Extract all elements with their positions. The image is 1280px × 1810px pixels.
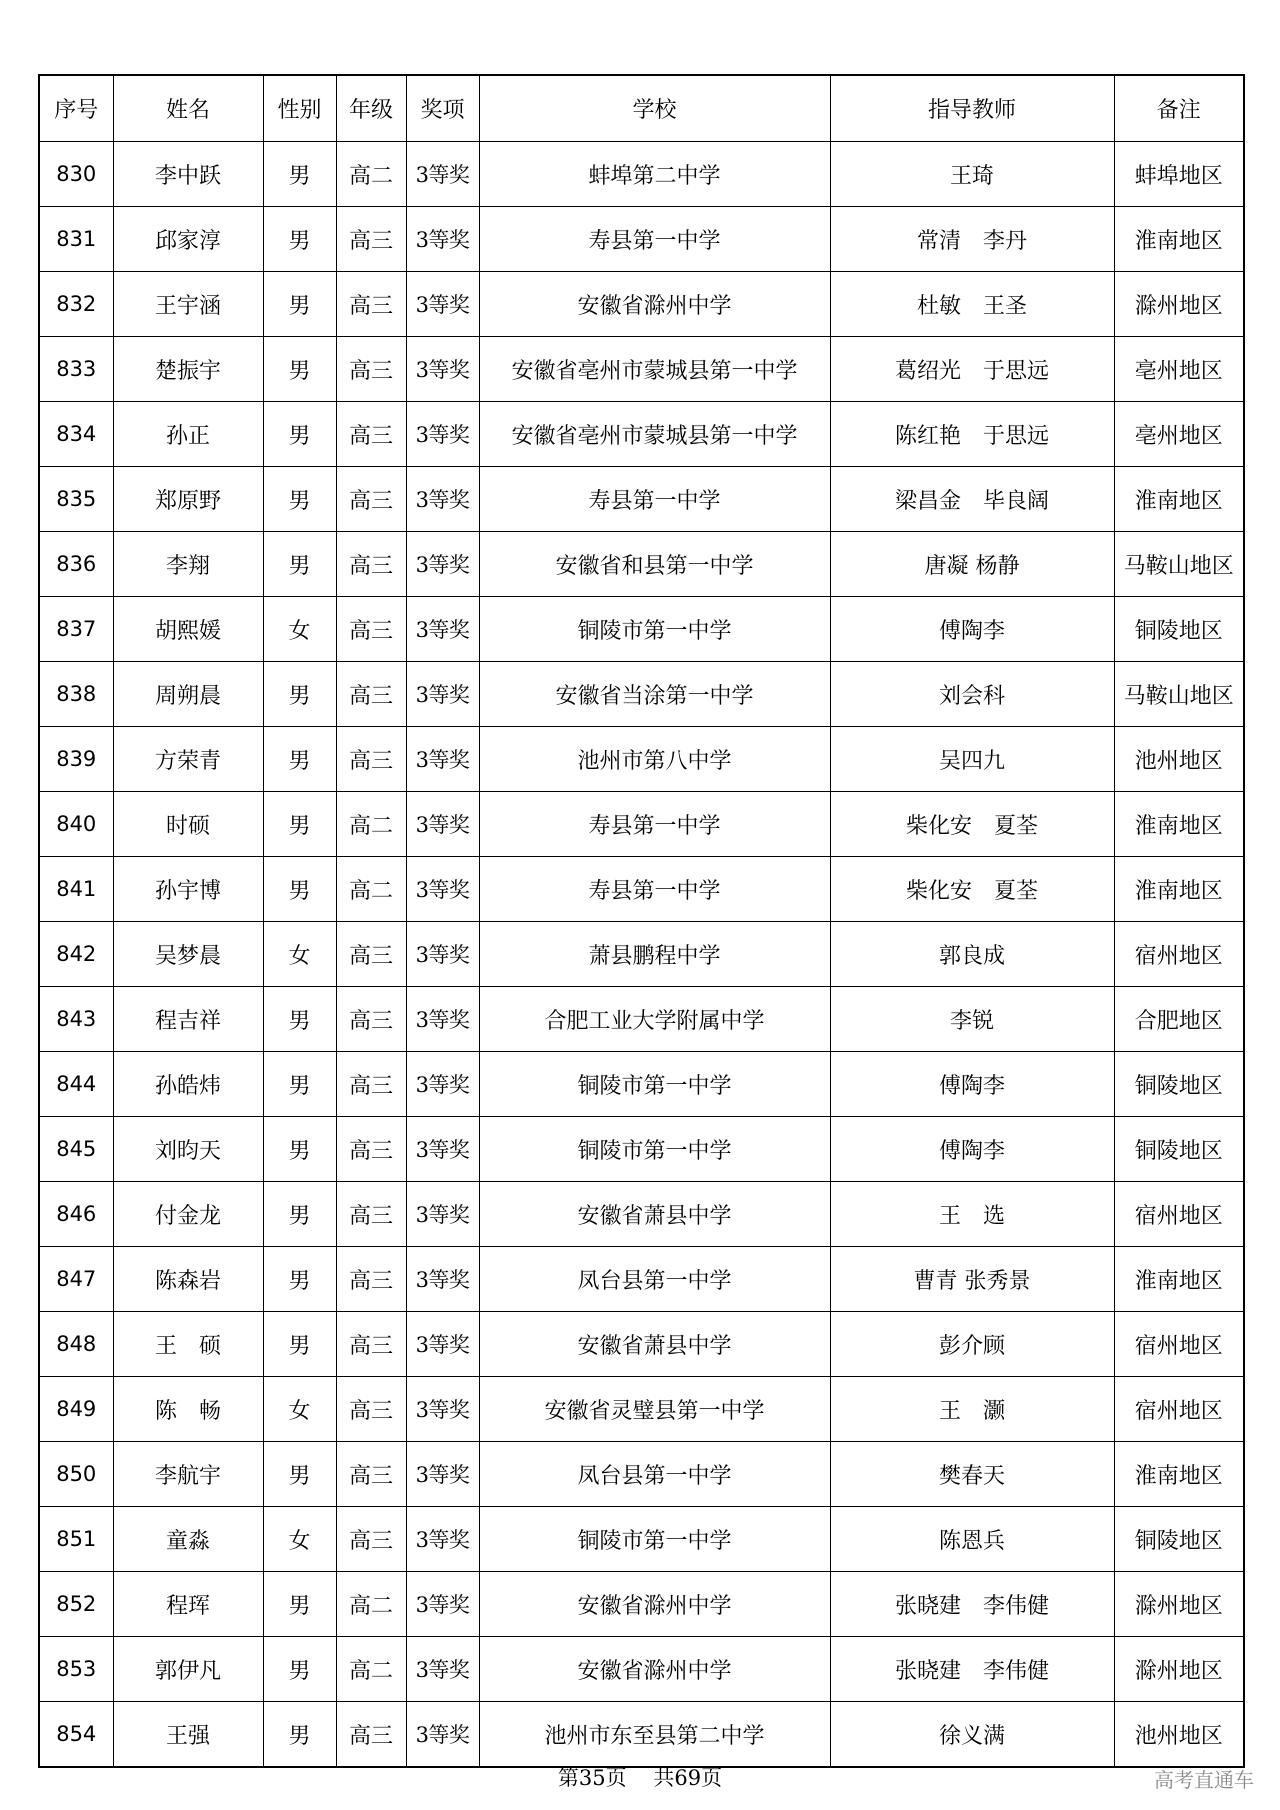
cell-gender: 男: [263, 1442, 336, 1507]
table-row: [39, 1572, 1244, 1637]
award-table: [38, 74, 1245, 1768]
cell-school: 合肥工业大学附属中学: [479, 987, 830, 1052]
cell-gender: 女: [263, 597, 336, 662]
cell-school: 凤台县第一中学: [479, 1442, 830, 1507]
cell-gender: 男: [263, 337, 336, 402]
watermark-text: 高考直通车: [1154, 1768, 1254, 1792]
cell-index: 845: [39, 1117, 113, 1182]
cell-award: 3等奖: [406, 142, 479, 207]
cell-remark: 池州地区: [1114, 1702, 1244, 1768]
cell-name: 王宇涵: [113, 272, 263, 337]
table-row: [39, 142, 1244, 207]
cell-index: 848: [39, 1312, 113, 1377]
column-header-school: 学校: [479, 75, 830, 142]
table-row: [39, 792, 1244, 857]
cell-index: 834: [39, 402, 113, 467]
cell-index: 836: [39, 532, 113, 597]
cell-gender: 男: [263, 402, 336, 467]
cell-remark: 铜陵地区: [1114, 1117, 1244, 1182]
cell-teacher: 刘会科: [830, 662, 1114, 727]
cell-name: 刘昀天: [113, 1117, 263, 1182]
cell-grade: 高二: [336, 792, 406, 857]
cell-name: 吴梦晨: [113, 922, 263, 987]
table-row: [39, 1637, 1244, 1702]
cell-school: 寿县第一中学: [479, 792, 830, 857]
cell-award: 3等奖: [406, 1182, 479, 1247]
cell-award: 3等奖: [406, 922, 479, 987]
cell-grade: 高二: [336, 1637, 406, 1702]
cell-school: 安徽省萧县中学: [479, 1182, 830, 1247]
cell-grade: 高二: [336, 1572, 406, 1637]
cell-award: 3等奖: [406, 1507, 479, 1572]
cell-school: 寿县第一中学: [479, 207, 830, 272]
cell-index: 830: [39, 142, 113, 207]
column-header-gender: 性别: [263, 75, 336, 142]
cell-gender: 男: [263, 272, 336, 337]
cell-gender: 男: [263, 1572, 336, 1637]
cell-index: 851: [39, 1507, 113, 1572]
cell-gender: 男: [263, 1637, 336, 1702]
cell-remark: 淮南地区: [1114, 467, 1244, 532]
cell-teacher: 陈恩兵: [830, 1507, 1114, 1572]
cell-gender: 男: [263, 987, 336, 1052]
cell-gender: 男: [263, 207, 336, 272]
cell-award: 3等奖: [406, 532, 479, 597]
cell-index: 842: [39, 922, 113, 987]
cell-name: 李翔: [113, 532, 263, 597]
cell-school: 蚌埠第二中学: [479, 142, 830, 207]
cell-teacher: 葛绍光 于思远: [830, 337, 1114, 402]
cell-remark: 蚌埠地区: [1114, 142, 1244, 207]
cell-award: 3等奖: [406, 402, 479, 467]
cell-grade: 高三: [336, 662, 406, 727]
cell-remark: 淮南地区: [1114, 1442, 1244, 1507]
cell-name: 王强: [113, 1702, 263, 1768]
cell-school: 萧县鹏程中学: [479, 922, 830, 987]
cell-remark: 亳州地区: [1114, 337, 1244, 402]
cell-remark: 铜陵地区: [1114, 597, 1244, 662]
cell-teacher: 柴化安 夏荃: [830, 792, 1114, 857]
cell-award: 3等奖: [406, 1247, 479, 1312]
cell-grade: 高三: [336, 1117, 406, 1182]
cell-teacher: 唐凝 杨静: [830, 532, 1114, 597]
cell-index: 854: [39, 1702, 113, 1768]
cell-teacher: 彭介顾: [830, 1312, 1114, 1377]
cell-gender: 男: [263, 532, 336, 597]
cell-name: 程珲: [113, 1572, 263, 1637]
cell-name: 陈 畅: [113, 1377, 263, 1442]
table-row: [39, 337, 1244, 402]
column-header-index: 序号: [39, 75, 113, 142]
cell-school: 凤台县第一中学: [479, 1247, 830, 1312]
cell-school: 安徽省亳州市蒙城县第一中学: [479, 402, 830, 467]
table-row: [39, 857, 1244, 922]
cell-remark: 滁州地区: [1114, 272, 1244, 337]
cell-award: 3等奖: [406, 337, 479, 402]
page-total: 共69页: [653, 1766, 723, 1790]
table-row: [39, 1312, 1244, 1377]
cell-gender: 男: [263, 467, 336, 532]
cell-grade: 高三: [336, 272, 406, 337]
cell-gender: 女: [263, 1507, 336, 1572]
cell-award: 3等奖: [406, 857, 479, 922]
cell-name: 郑原野: [113, 467, 263, 532]
cell-index: 837: [39, 597, 113, 662]
cell-index: 849: [39, 1377, 113, 1442]
cell-grade: 高三: [336, 337, 406, 402]
cell-teacher: 王 灏: [830, 1377, 1114, 1442]
cell-gender: 男: [263, 1182, 336, 1247]
cell-teacher: 傅陶李: [830, 1117, 1114, 1182]
cell-teacher: 徐义满: [830, 1702, 1114, 1768]
cell-school: 铜陵市第一中学: [479, 1507, 830, 1572]
cell-gender: 男: [263, 857, 336, 922]
cell-teacher: 樊春天: [830, 1442, 1114, 1507]
cell-index: 838: [39, 662, 113, 727]
cell-name: 李航宇: [113, 1442, 263, 1507]
cell-name: 胡熙媛: [113, 597, 263, 662]
cell-name: 王 硕: [113, 1312, 263, 1377]
cell-grade: 高三: [336, 207, 406, 272]
cell-teacher: 张晓建 李伟健: [830, 1572, 1114, 1637]
cell-grade: 高三: [336, 467, 406, 532]
cell-remark: 滁州地区: [1114, 1572, 1244, 1637]
cell-award: 3等奖: [406, 207, 479, 272]
cell-remark: 马鞍山地区: [1114, 662, 1244, 727]
table-row: [39, 1507, 1244, 1572]
cell-index: 841: [39, 857, 113, 922]
table-row: [39, 662, 1244, 727]
cell-award: 3等奖: [406, 1702, 479, 1768]
cell-grade: 高三: [336, 1247, 406, 1312]
cell-award: 3等奖: [406, 1117, 479, 1182]
cell-teacher: 曹青 张秀景: [830, 1247, 1114, 1312]
cell-grade: 高三: [336, 1182, 406, 1247]
cell-index: 844: [39, 1052, 113, 1117]
cell-school: 安徽省灵璧县第一中学: [479, 1377, 830, 1442]
cell-index: 853: [39, 1637, 113, 1702]
table-row: [39, 987, 1244, 1052]
cell-teacher: 张晓建 李伟健: [830, 1637, 1114, 1702]
cell-gender: 男: [263, 662, 336, 727]
cell-teacher: 常清 李丹: [830, 207, 1114, 272]
table-row: [39, 727, 1244, 792]
cell-remark: 淮南地区: [1114, 207, 1244, 272]
table-row: [39, 207, 1244, 272]
cell-teacher: 杜敏 王圣: [830, 272, 1114, 337]
cell-grade: 高三: [336, 1507, 406, 1572]
cell-gender: 女: [263, 922, 336, 987]
cell-name: 付金龙: [113, 1182, 263, 1247]
cell-index: 847: [39, 1247, 113, 1312]
cell-grade: 高三: [336, 1377, 406, 1442]
column-header-teacher: 指导教师: [830, 75, 1114, 142]
cell-index: 850: [39, 1442, 113, 1507]
cell-school: 池州市东至县第二中学: [479, 1702, 830, 1768]
cell-remark: 宿州地区: [1114, 1377, 1244, 1442]
cell-teacher: 郭良成: [830, 922, 1114, 987]
cell-name: 童淼: [113, 1507, 263, 1572]
cell-grade: 高三: [336, 1052, 406, 1117]
cell-name: 时硕: [113, 792, 263, 857]
cell-name: 郭伊凡: [113, 1637, 263, 1702]
cell-award: 3等奖: [406, 1637, 479, 1702]
cell-teacher: 李锐: [830, 987, 1114, 1052]
cell-award: 3等奖: [406, 792, 479, 857]
cell-grade: 高三: [336, 1442, 406, 1507]
cell-remark: 淮南地区: [1114, 857, 1244, 922]
cell-grade: 高三: [336, 532, 406, 597]
table-row: [39, 1702, 1244, 1768]
cell-grade: 高二: [336, 142, 406, 207]
cell-teacher: 王 选: [830, 1182, 1114, 1247]
cell-gender: 男: [263, 1702, 336, 1768]
cell-index: 835: [39, 467, 113, 532]
cell-remark: 马鞍山地区: [1114, 532, 1244, 597]
cell-school: 铜陵市第一中学: [479, 1052, 830, 1117]
cell-award: 3等奖: [406, 272, 479, 337]
cell-remark: 铜陵地区: [1114, 1507, 1244, 1572]
cell-school: 安徽省和县第一中学: [479, 532, 830, 597]
cell-grade: 高三: [336, 727, 406, 792]
cell-index: 843: [39, 987, 113, 1052]
cell-gender: 男: [263, 727, 336, 792]
cell-remark: 淮南地区: [1114, 792, 1244, 857]
cell-name: 孙皓炜: [113, 1052, 263, 1117]
cell-remark: 亳州地区: [1114, 402, 1244, 467]
cell-award: 3等奖: [406, 727, 479, 792]
table-row: [39, 1117, 1244, 1182]
cell-name: 楚振宇: [113, 337, 263, 402]
cell-school: 安徽省萧县中学: [479, 1312, 830, 1377]
cell-index: 846: [39, 1182, 113, 1247]
column-header-name: 姓名: [113, 75, 263, 142]
cell-remark: 宿州地区: [1114, 1182, 1244, 1247]
cell-grade: 高三: [336, 922, 406, 987]
cell-teacher: 王琦: [830, 142, 1114, 207]
table-row: [39, 1052, 1244, 1117]
cell-name: 方荣青: [113, 727, 263, 792]
cell-index: 839: [39, 727, 113, 792]
cell-name: 孙宇博: [113, 857, 263, 922]
table-row: [39, 922, 1244, 987]
cell-remark: 铜陵地区: [1114, 1052, 1244, 1117]
cell-school: 铜陵市第一中学: [479, 597, 830, 662]
cell-award: 3等奖: [406, 1572, 479, 1637]
cell-award: 3等奖: [406, 1052, 479, 1117]
cell-award: 3等奖: [406, 1377, 479, 1442]
cell-school: 池州市第八中学: [479, 727, 830, 792]
award-table-container: [38, 74, 1243, 1768]
cell-award: 3等奖: [406, 1442, 479, 1507]
cell-award: 3等奖: [406, 1312, 479, 1377]
cell-gender: 女: [263, 1377, 336, 1442]
table-row: [39, 467, 1244, 532]
cell-remark: 池州地区: [1114, 727, 1244, 792]
cell-index: 831: [39, 207, 113, 272]
cell-gender: 男: [263, 1117, 336, 1182]
cell-name: 李中跃: [113, 142, 263, 207]
cell-name: 程吉祥: [113, 987, 263, 1052]
cell-gender: 男: [263, 792, 336, 857]
table-body: [39, 142, 1244, 1768]
cell-teacher: 傅陶李: [830, 597, 1114, 662]
cell-gender: 男: [263, 1052, 336, 1117]
table-row: [39, 272, 1244, 337]
table-row: [39, 597, 1244, 662]
table-header-row: [39, 75, 1244, 142]
cell-grade: 高三: [336, 1312, 406, 1377]
cell-grade: 高三: [336, 1702, 406, 1768]
cell-remark: 宿州地区: [1114, 1312, 1244, 1377]
table-row: [39, 1377, 1244, 1442]
cell-teacher: 吴四九: [830, 727, 1114, 792]
cell-name: 孙正: [113, 402, 263, 467]
cell-name: 周朔晨: [113, 662, 263, 727]
cell-gender: 男: [263, 1312, 336, 1377]
cell-teacher: 梁昌金 毕良阔: [830, 467, 1114, 532]
cell-grade: 高三: [336, 987, 406, 1052]
cell-school: 安徽省滁州中学: [479, 1572, 830, 1637]
cell-school: 安徽省滁州中学: [479, 272, 830, 337]
cell-school: 安徽省亳州市蒙城县第一中学: [479, 337, 830, 402]
cell-remark: 合肥地区: [1114, 987, 1244, 1052]
cell-teacher: 柴化安 夏荃: [830, 857, 1114, 922]
cell-gender: 男: [263, 142, 336, 207]
table-row: [39, 1442, 1244, 1507]
cell-grade: 高二: [336, 857, 406, 922]
cell-school: 寿县第一中学: [479, 467, 830, 532]
cell-index: 832: [39, 272, 113, 337]
cell-remark: 淮南地区: [1114, 1247, 1244, 1312]
column-header-award: 奖项: [406, 75, 479, 142]
cell-grade: 高三: [336, 597, 406, 662]
cell-grade: 高三: [336, 402, 406, 467]
column-header-remark: 备注: [1114, 75, 1244, 142]
cell-gender: 男: [263, 1247, 336, 1312]
cell-teacher: 傅陶李: [830, 1052, 1114, 1117]
table-row: [39, 532, 1244, 597]
cell-school: 铜陵市第一中学: [479, 1117, 830, 1182]
cell-index: 852: [39, 1572, 113, 1637]
cell-index: 840: [39, 792, 113, 857]
page-number: 第35页: [557, 1766, 627, 1790]
cell-award: 3等奖: [406, 987, 479, 1052]
page-footer: [0, 1762, 1280, 1792]
table-row: [39, 402, 1244, 467]
column-header-grade: 年级: [336, 75, 406, 142]
cell-teacher: 陈红艳 于思远: [830, 402, 1114, 467]
cell-index: 833: [39, 337, 113, 402]
cell-award: 3等奖: [406, 662, 479, 727]
cell-award: 3等奖: [406, 467, 479, 532]
cell-remark: 滁州地区: [1114, 1637, 1244, 1702]
cell-name: 邱家淳: [113, 207, 263, 272]
cell-name: 陈森岩: [113, 1247, 263, 1312]
table-row: [39, 1182, 1244, 1247]
cell-remark: 宿州地区: [1114, 922, 1244, 987]
cell-award: 3等奖: [406, 597, 479, 662]
cell-school: 安徽省滁州中学: [479, 1637, 830, 1702]
table-row: [39, 1247, 1244, 1312]
cell-school: 寿县第一中学: [479, 857, 830, 922]
cell-school: 安徽省当涂第一中学: [479, 662, 830, 727]
